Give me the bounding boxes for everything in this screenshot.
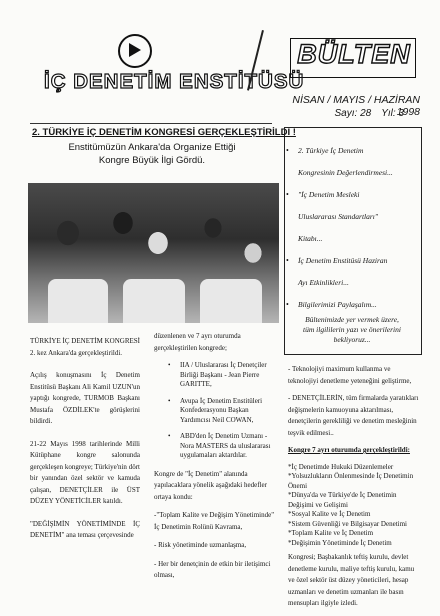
issue-date: NİSAN / MAYIS / HAZİRAN 1998 (292, 94, 420, 118)
header-rule (30, 123, 272, 124)
photo-seat (48, 279, 108, 323)
paragraph: 21-22 Mayıs 1998 tarihlerinde Milli Kütüphane kongre salonunda gerçekleşen kongreye; Türkiye'nin dört bir yanından özel sektör ve kamuda çalışan, DENETÇİLER ile ÜST DÜZEY YÖNETİCİLER katıldı. (30, 439, 140, 505)
article-column-2 (154, 331, 276, 589)
paragraph: - Risk yönetiminde uzmanlaşma, (154, 541, 247, 549)
institute-title: İÇ DENETİM ENSTİTÜSÜ (44, 70, 305, 93)
issue-year: Yıl: 3 (381, 108, 404, 119)
speaker-item: • ABD'den İç Denetim Uzmanı - Nora MASTERS da uluslararası uygulamaları aktardılar. (168, 432, 271, 459)
paragraph: -"Toplam Kalite ve Değişim Yönetiminde" İç Denetimin Rolünü Kavrama, (154, 511, 275, 531)
speaker-item: • IIA / Uluslararası İç Denetçiler Birliği Başkanı - Jean Pierre GARITTE, (168, 361, 267, 388)
subheadline-line-1: Enstitümüzün Ankara'da Organize Ettiği (68, 142, 236, 153)
contents-item: • "İç Denetim Mesleki (286, 190, 360, 199)
session-item: *Değişimin Yönetiminde İç Denetim (288, 538, 392, 547)
contents-item: Kitabı... (298, 234, 323, 243)
note-line: Bültenimizde yer vermek üzere, (305, 315, 399, 324)
sessions-heading: Kongre 7 ayrı oturumda gerçekleştirildi: (288, 446, 410, 454)
paragraph: - Teknolojiyi maximum kullanma ve teknolojiyi denetleme yeteneğini geliştirme, (288, 365, 412, 385)
bulletin-title: BÜLTEN (297, 39, 411, 69)
session-item: *İç Denetimde Hukuki Düzenlemeler (288, 462, 394, 471)
speaker-item: • Avupa İç Denetim Enstitüleri Konfederasyonu Başkan Yardımcısı Neil COWAN, (168, 396, 263, 424)
article-subheadline (32, 141, 272, 167)
issue-number: Sayı: 28 (334, 108, 372, 119)
contents-item: • İç Denetim Enstitüsü Haziran (286, 256, 388, 265)
congress-photo (28, 183, 279, 323)
subheadline-line-2: Kongre Büyük İlgi Gördü. (98, 155, 206, 166)
contents-item: • Bilgilerimizi Paylaşalım... (286, 300, 377, 309)
contents-item: Uluslararası Standartları" (298, 212, 379, 221)
article-headline: 2. TÜRKİYE İÇ DENETİM KONGRESİ GERÇEKLEŞTİRİLDİ ! (32, 127, 296, 138)
speaker-list (154, 361, 276, 461)
paragraph: TÜRKİYE İÇ DENETİM KONGRESİ 2. kez Ankara'da gerçekleştirildi. (30, 337, 140, 357)
session-item: *Toplam Kalite ve İç Denetim (288, 529, 374, 537)
session-item: *Sistem Güvenliği ve Bilgisayar Denetimi (288, 519, 407, 528)
note-line: tüm ilgililerin yazı ve önerilerini (303, 325, 401, 334)
article-column-1 (30, 336, 140, 553)
paragraph: düzenlenen ve 7 ayrı oturumda gerçekleştirilen kongrede; (154, 332, 241, 352)
article-column-3 (288, 364, 422, 616)
session-item: *Yolsuzlukların Önlenmesinde İç Denetimin Önemi (288, 472, 414, 490)
play-triangle-icon (129, 43, 141, 57)
photo-seat (200, 279, 262, 323)
submission-note (288, 315, 416, 345)
contents-item: Ayı Etkinlikleri... (298, 278, 349, 287)
note-line: bekliyoruz... (333, 335, 371, 344)
photo-seat (123, 279, 185, 323)
paragraph: Kongre de "İç Denetim" alanında yapılacaklara yönelik aşağıdaki hedefler ortaya kondu: (154, 469, 267, 501)
contents-item: • 2. Türkiye İç Denetim (286, 146, 364, 155)
paragraph: Açılış konuşmasını İç Denetim Enstitüsü Başkanı Ali Kamil UZUN'un yaptığı kongrede, TURMOB Başkanı Mustafa ÖZDİLEK'te görüşlerini bildirdi. (30, 371, 140, 425)
contents-list (286, 140, 414, 316)
issue-info (286, 108, 404, 119)
paragraph: "DEĞİŞİMİN YÖNETİMİNDE İÇ DENETİM" ana teması çerçevesinde (30, 519, 140, 539)
sessions-list (288, 463, 422, 549)
paragraph: - Her bir denetçinin de etkin bir iletişimci olması, (154, 559, 271, 579)
session-item: *Sosyal Kalite ve İç Denetim (288, 510, 371, 518)
contents-item: Kongresinin Değerlendirmesi... (298, 168, 393, 177)
paragraph: - DENETÇİLERİN, tüm firmalarda yaratıkları değişmelerin kamuoyuna aktarılması, denetçilerin gerekliliği ve denetim mesleğinin teşvik edilmesi.. (288, 394, 419, 437)
session-item: *Dünya'da ve Türkiye'de İç Denetimin Değişimi ve Gelişimi (288, 491, 397, 509)
paragraph: Kongresi; Başbakanlık teftiş kurulu, devlet denetleme kurulu, maliye teftiş kurulu, kamu ve özel sektör üst düzey yöneticileri, hesap uzmanları ve denetim uzmanları ile basın mensupları ilgiyle izledi. (288, 553, 415, 607)
